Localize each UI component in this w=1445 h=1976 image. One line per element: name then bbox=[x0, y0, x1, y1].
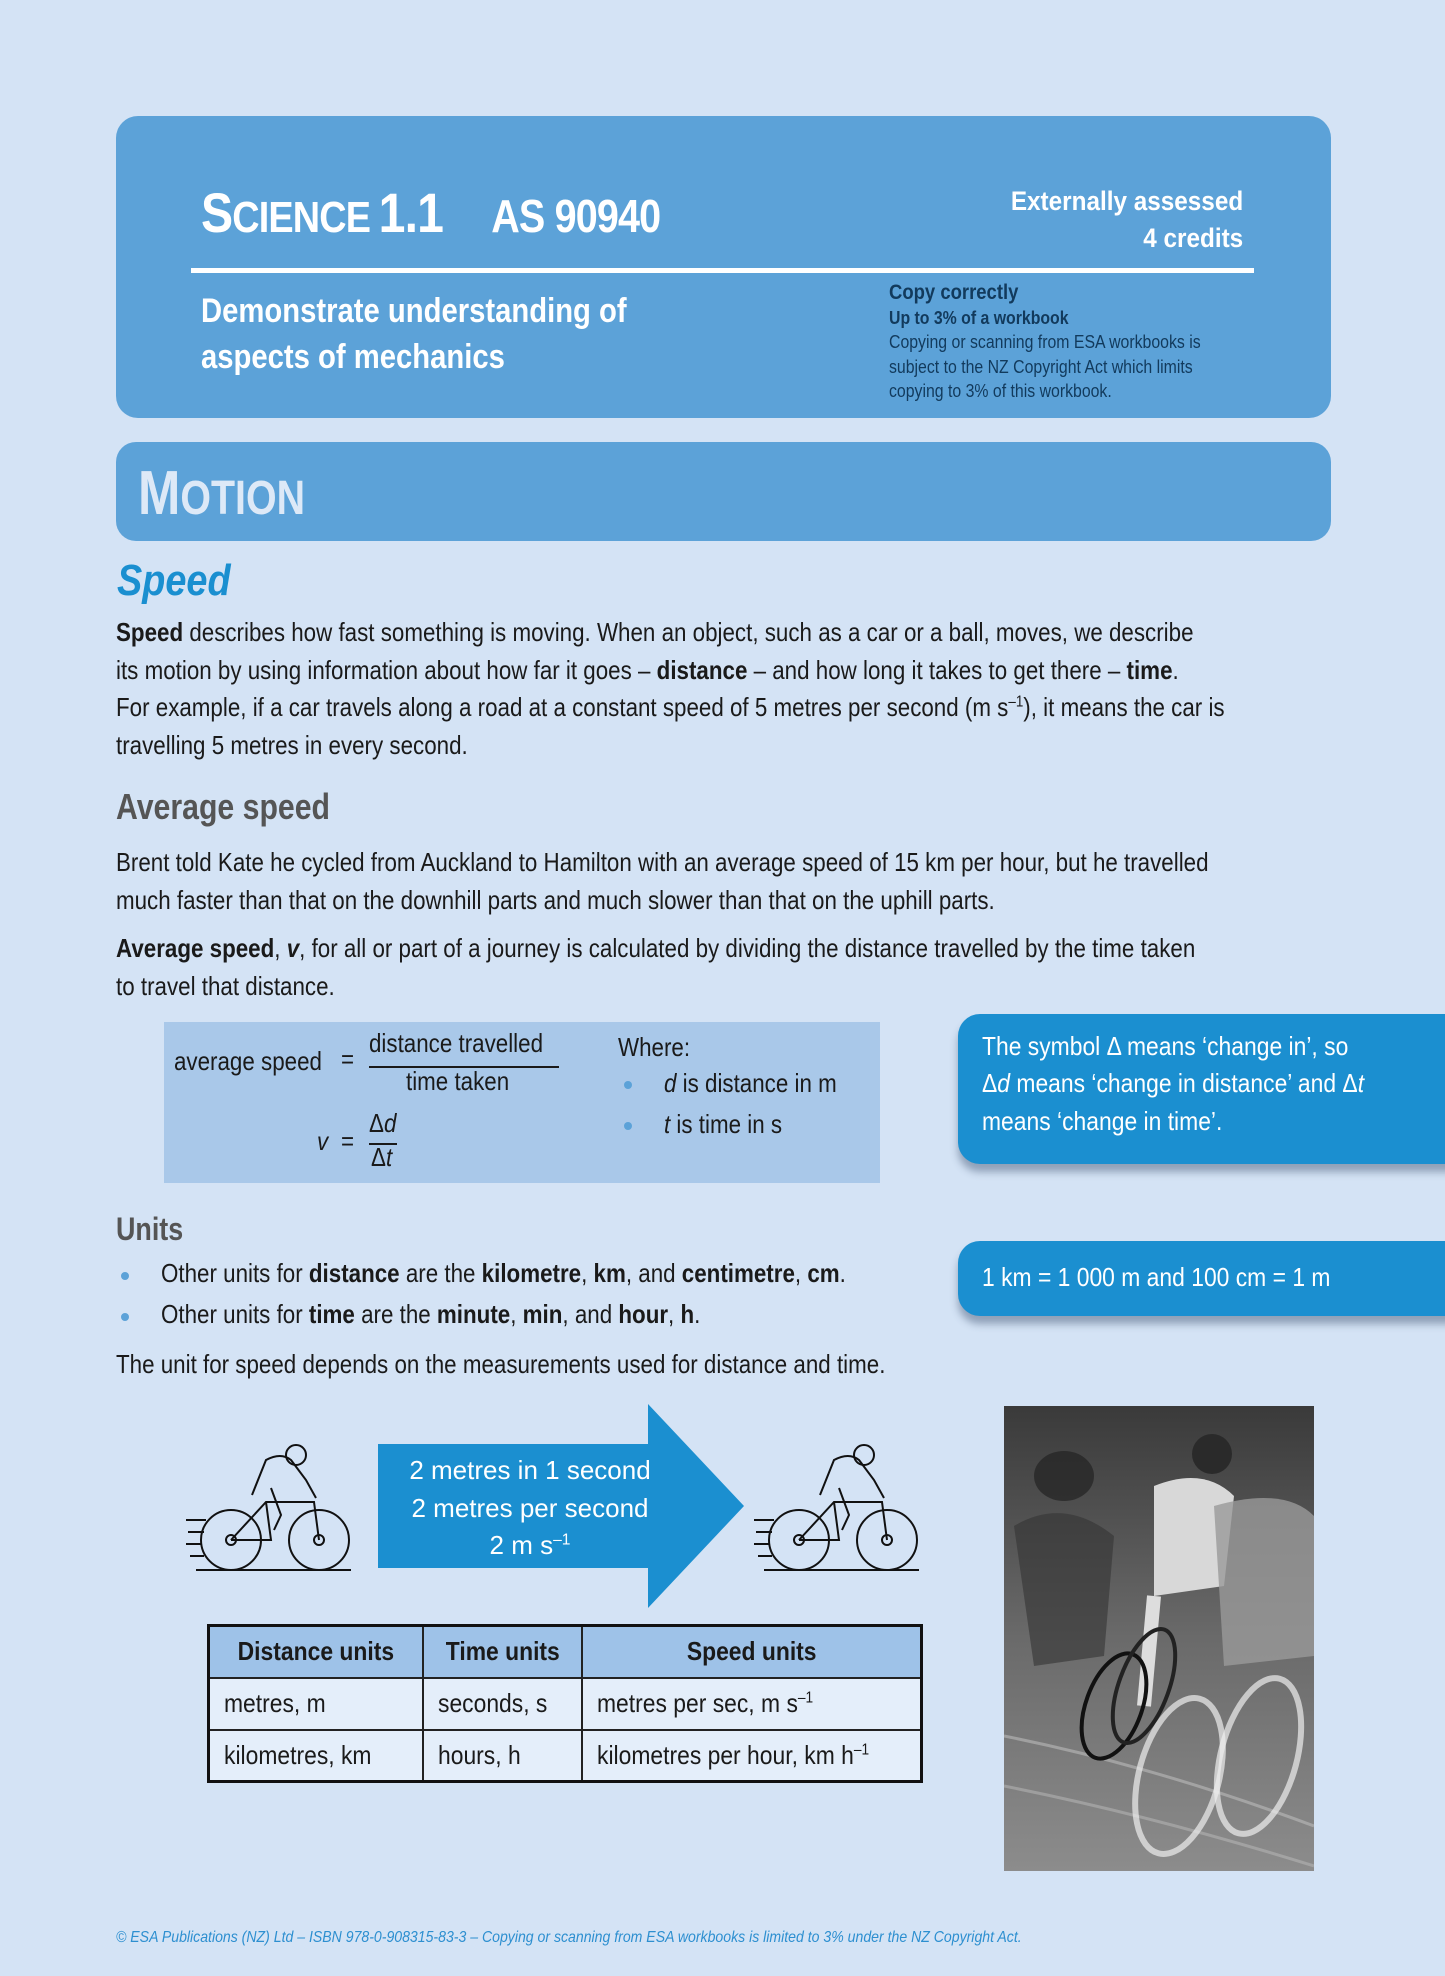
footer-copyright: © ESA Publications (NZ) Ltd – ISBN 978-0-908315-83-3 – Copying or scanning from ESA workbooks is limited to 3% under the NZ Copyright Act. bbox=[116, 1929, 1022, 1946]
variable: v bbox=[286, 933, 300, 963]
formula-numerator: distance travelled bbox=[369, 1028, 544, 1058]
text: , bbox=[668, 1299, 681, 1329]
text: means ‘change in distance’ and Δ bbox=[1010, 1068, 1358, 1098]
bold-term: distance bbox=[308, 1258, 400, 1288]
section-title-rest: OTION bbox=[180, 472, 305, 525]
average-speed-definition bbox=[116, 930, 1200, 1005]
units-heading: Units bbox=[116, 1211, 184, 1247]
cyclist-sketch-icon bbox=[186, 1440, 361, 1575]
units-table bbox=[207, 1624, 923, 1783]
bold-term: time bbox=[1126, 654, 1173, 685]
delta-symbol: Δ bbox=[982, 1068, 998, 1098]
copy-title: Copy correctly bbox=[889, 281, 1019, 304]
bold-term: distance bbox=[656, 654, 748, 685]
section-title bbox=[138, 459, 305, 530]
variable: t bbox=[1357, 1068, 1365, 1098]
cyclist-sketch-icon bbox=[754, 1440, 929, 1575]
bold-term: h bbox=[680, 1299, 695, 1329]
text: ), it means the car is bbox=[1023, 692, 1225, 722]
title-cap: S bbox=[201, 181, 233, 244]
bold-term: hour bbox=[618, 1299, 669, 1329]
column-header: Speed units bbox=[582, 1626, 922, 1678]
credits: 4 credits bbox=[1143, 223, 1243, 253]
cyclists-photo bbox=[1004, 1406, 1314, 1871]
text: . bbox=[694, 1299, 701, 1329]
text: travelling 5 metres in every second. bbox=[116, 729, 468, 760]
text: are the bbox=[399, 1258, 482, 1288]
assessment-info bbox=[1011, 183, 1243, 257]
column-header: Distance units bbox=[209, 1626, 423, 1678]
speed-heading: Speed bbox=[117, 556, 231, 605]
cyclists-racing-photo-icon bbox=[1004, 1406, 1314, 1871]
variable-d: d bbox=[383, 1108, 397, 1138]
title-rest: CIENCE bbox=[232, 193, 371, 242]
text: to travel that distance. bbox=[116, 970, 335, 1001]
page-subtitle bbox=[201, 288, 627, 380]
variable: d bbox=[664, 1068, 677, 1098]
title-number: 1.1 bbox=[378, 181, 444, 244]
formula-box bbox=[164, 1022, 880, 1183]
table-cell: hours, h bbox=[423, 1730, 583, 1782]
units-bullet bbox=[161, 1296, 1245, 1334]
page-title bbox=[201, 180, 660, 245]
average-speed-paragraph bbox=[116, 844, 1209, 919]
delta-symbol: Δ bbox=[371, 1142, 386, 1172]
header-divider bbox=[191, 268, 1254, 273]
bold-term: km bbox=[593, 1258, 626, 1288]
section-title-cap: M bbox=[138, 459, 181, 528]
superscript: –1 bbox=[553, 1531, 571, 1549]
equals-sign: = bbox=[341, 1126, 355, 1156]
copy-text: copying to 3% of this workbook. bbox=[889, 381, 1112, 401]
column-header: Time units bbox=[423, 1626, 583, 1678]
bold-term: time bbox=[308, 1299, 355, 1329]
where-item bbox=[664, 1068, 837, 1099]
text: , bbox=[581, 1258, 594, 1288]
delta-note bbox=[958, 1014, 1445, 1164]
variable: d bbox=[997, 1068, 1011, 1098]
text: . bbox=[1172, 654, 1179, 685]
text: Other units for bbox=[161, 1299, 309, 1329]
text: , bbox=[510, 1299, 523, 1329]
text: – and how long it takes to get there – bbox=[747, 654, 1127, 685]
table-cell: kilometres per hour, km $h^{-1}$ bbox=[582, 1730, 922, 1782]
subtitle-line: aspects of mechanics bbox=[201, 338, 505, 376]
text: Brent told Kate he cycled from Auckland to Hamilton with an average speed of 15 km per hour, but he travelled bbox=[116, 847, 1209, 877]
note-text: means ‘change in time’. bbox=[982, 1106, 1223, 1136]
units-bullet bbox=[161, 1255, 1245, 1293]
text: For example, if a car travels along a road at a constant speed of 5 metres per second (m s bbox=[116, 692, 1009, 722]
table-row bbox=[209, 1730, 922, 1782]
bold-term: min bbox=[522, 1299, 563, 1329]
bold-term: cm bbox=[807, 1258, 840, 1288]
text: , and bbox=[625, 1258, 682, 1288]
bold-term: kilometre bbox=[481, 1258, 582, 1288]
note-text: 1 km = 1 000 m and 100 cm = 1 m bbox=[982, 1262, 1331, 1292]
table-header-row bbox=[209, 1626, 922, 1678]
text: , and bbox=[562, 1299, 619, 1329]
table-cell: metres, m bbox=[209, 1678, 423, 1730]
units-closing: The unit for speed depends on the measurements used for distance and time. bbox=[116, 1349, 886, 1379]
variable-v: v bbox=[317, 1126, 329, 1156]
subtitle-line: Demonstrate understanding of bbox=[201, 292, 627, 330]
text: Other units for bbox=[161, 1258, 309, 1288]
copy-text: Copying or scanning from ESA workbooks is bbox=[889, 332, 1201, 352]
text: , for all or part of a journey is calculated by dividing the distance travelled by the time taken bbox=[299, 933, 1196, 963]
note-text: The symbol Δ means ‘change in’, so bbox=[982, 1031, 1349, 1061]
text: is time in s bbox=[670, 1109, 783, 1139]
bold-term: minute bbox=[436, 1299, 511, 1329]
bullet-icon bbox=[624, 1122, 632, 1130]
bold-term: Speed bbox=[116, 617, 184, 647]
text: . bbox=[839, 1258, 846, 1288]
bullet-icon bbox=[121, 1272, 129, 1280]
equals-sign: = bbox=[341, 1044, 355, 1074]
text: , bbox=[274, 933, 287, 963]
note-text bbox=[982, 1065, 1364, 1103]
text: , bbox=[794, 1258, 808, 1288]
text: 2 m s bbox=[489, 1530, 554, 1560]
delta-symbol: Δ bbox=[369, 1108, 384, 1138]
copy-limit: Up to 3% of a workbook bbox=[889, 308, 1069, 328]
superscript: –1 bbox=[1008, 693, 1024, 711]
formula-lhs: average speed bbox=[174, 1046, 322, 1076]
table-cell: metres per sec, m $s^{-1}$ bbox=[582, 1678, 922, 1730]
formula-denominator: time taken bbox=[406, 1066, 510, 1096]
text: is distance in m bbox=[676, 1068, 837, 1098]
text: much faster than that on the downhill parts and much slower than that on the uphill parts. bbox=[116, 884, 995, 915]
variable-t: t bbox=[385, 1142, 393, 1172]
standard-code: AS 90940 bbox=[491, 190, 661, 242]
where-label: Where: bbox=[618, 1032, 691, 1062]
table-cell: seconds, s bbox=[423, 1678, 583, 1730]
bold-term: Average speed bbox=[116, 933, 275, 963]
arrow-line bbox=[380, 1527, 680, 1565]
average-speed-heading: Average speed bbox=[116, 786, 331, 827]
arrow-label bbox=[380, 1452, 680, 1565]
arrow-line: 2 metres in 1 second bbox=[409, 1455, 651, 1485]
bullet-icon bbox=[624, 1081, 632, 1089]
text: its motion by using information about how far it goes – bbox=[116, 654, 657, 685]
bullet-icon bbox=[121, 1313, 129, 1321]
text: are the bbox=[354, 1299, 437, 1329]
variable: t bbox=[664, 1109, 671, 1139]
assessment-type: Externally assessed bbox=[1010, 186, 1243, 216]
copy-text: subject to the NZ Copyright Act which limits bbox=[889, 356, 1193, 377]
where-item bbox=[664, 1109, 782, 1140]
text: describes how fast something is moving. When an object, such as a car or a ball, moves, we describe bbox=[183, 617, 1194, 647]
table-cell: kilometres, km bbox=[209, 1730, 423, 1782]
bold-term: centimetre bbox=[681, 1258, 795, 1288]
arrow-line: 2 metres per second bbox=[411, 1492, 649, 1523]
copyright-notice bbox=[889, 280, 1201, 404]
table-row bbox=[209, 1678, 922, 1730]
speed-paragraph bbox=[116, 614, 1225, 764]
